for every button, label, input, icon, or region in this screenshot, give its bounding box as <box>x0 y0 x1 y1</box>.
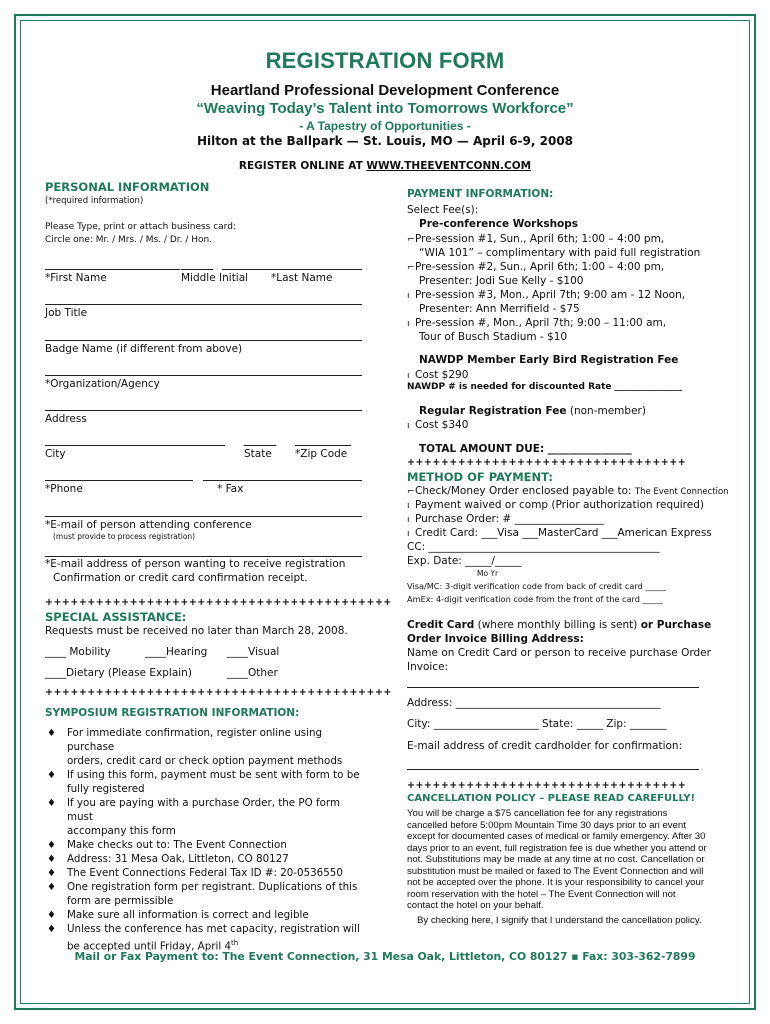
form-title: REGISTRATION FORM <box>265 48 505 73</box>
checkbox-icon[interactable]: ı <box>407 515 410 525</box>
diamond-bullet-icon: ♦ <box>47 728 56 739</box>
personal-instructions: Please Type, print or attach business card: <box>45 222 236 232</box>
assistance-deadline: Requests must be received no later than March 28, 2008. <box>45 625 348 637</box>
list-item: orders, credit card or check option payment methods <box>67 755 343 767</box>
cc-number[interactable]: CC: ____________________________________________ <box>407 541 660 553</box>
first-name-label: *First Name <box>45 272 107 284</box>
confirm-email-label-2: Confirmation or credit card confirmation receipt. <box>53 572 308 584</box>
billing-heading-1: Credit Card (where monthly billing is sent) or Purchase <box>407 619 712 631</box>
nawdp-heading: NAWDP Member Early Bird Registration Fee <box>419 354 679 366</box>
billing-heading-2: Order Invoice Billing Address: <box>407 633 584 645</box>
list-item: ♦ Address: 31 Mesa Oak, Littleton, CO 80127 <box>47 853 289 865</box>
dietary-option[interactable]: ____Dietary (Please Explain) <box>45 667 192 679</box>
billing-email-line[interactable] <box>407 756 699 770</box>
list-item: must <box>67 811 93 823</box>
city-line[interactable] <box>45 432 225 446</box>
method-credit-card[interactable]: ı Credit Card: ___Visa ___MasterCard ___American Express <box>407 527 712 539</box>
special-assistance-heading: SPECIAL ASSISTANCE: <box>45 610 187 624</box>
right-column <box>407 188 733 933</box>
list-item: be accepted until Friday, April 4th <box>67 939 239 953</box>
conference-venue: Hilton at the Ballpark — St. Louis, MO — April 6-9, 2008 <box>196 134 574 148</box>
middle-initial-label: Middle Initial <box>181 272 249 284</box>
exp-mo-yr: Mo Yr <box>477 569 499 578</box>
amex-code[interactable]: AmEx: 4-digit verification code from the front of the card _____ <box>407 594 664 604</box>
billing-name-1: Name on Credit Card or person to receive purchase Order <box>407 647 711 659</box>
workshop-4[interactable]: ı Pre-session #, Mon., April 7th; 9:00 – 11:00 am, <box>407 317 667 329</box>
workshop-2[interactable]: ⌐Pre-session #2, Sun., April 6th; 1:00 – 4:00 pm, <box>407 261 665 273</box>
conference-name: Heartland Professional Development Conference <box>210 82 560 99</box>
workshop-1[interactable]: ⌐Pre-session #1, Sun., April 6th; 1:00 – 4:00 pm, <box>407 233 665 245</box>
organization-label: *Organization/Agency <box>45 378 160 390</box>
cancellation-heading: CANCELLATION POLICY – PLEASE READ CAREFULLY! <box>407 793 696 804</box>
confirm-email-label-1: *E-mail address of person wanting to receive registration <box>45 558 346 570</box>
nawdp-cost[interactable]: ı Cost $290 <box>407 369 469 381</box>
register-online <box>20 160 750 172</box>
list-item: ♦ The Event Connections Federal Tax ID #: 20-0536550 <box>47 867 343 879</box>
visual-option[interactable]: ____Visual <box>227 646 280 658</box>
job-title-line[interactable] <box>45 291 362 305</box>
billing-address[interactable]: Address: _______________________________________ <box>407 697 661 709</box>
state-line[interactable] <box>244 432 276 446</box>
billing-name-2: Invoice: <box>407 661 449 673</box>
checkbox-icon[interactable]: ı <box>407 501 410 511</box>
diamond-bullet-icon: ♦ <box>47 840 56 851</box>
method-purchase-order[interactable]: ı Purchase Order: # _________________ <box>407 513 604 525</box>
list-item: ♦ For immediate confirmation, register online using purchase <box>47 727 323 753</box>
checkbox-icon[interactable]: ı <box>407 421 410 431</box>
conference-subtitle: - A Tapestry of Opportunities - <box>299 119 471 133</box>
other-option[interactable]: ____Other <box>227 667 278 679</box>
workshop-3-detail: Presenter: Ann Merrifield - $75 <box>419 303 580 315</box>
last-name-line[interactable] <box>222 256 362 270</box>
required-note: (*required information) <box>45 196 144 206</box>
divider-3: +++++++++++++++++++++++++++++++++ <box>407 457 687 468</box>
checkbox-icon[interactable]: ⌐ <box>407 235 415 245</box>
nawdp-number-note: NAWDP # is needed for discounted Rate _______________ <box>407 382 683 392</box>
divider-2: +++++++++++++++++++++++++++++++++++++++++ <box>45 687 392 698</box>
cancellation-acknowledge[interactable]: By checking here, I signify that I understand the cancellation policy. <box>417 914 702 926</box>
email-note: (must provide to process registration) <box>53 532 196 541</box>
workshop-1-detail: “WIA 101” – complimentary with paid full registration <box>419 247 701 259</box>
address-label: Address <box>45 413 87 425</box>
organization-line[interactable] <box>45 362 362 376</box>
state-label: State <box>244 448 272 460</box>
list-item: ♦ One registration form per registrant. Duplications of this <box>47 881 358 893</box>
symposium-heading: SYMPOSIUM REGISTRATION INFORMATION: <box>45 707 300 719</box>
list-item: ♦ Make sure all information is correct and legible <box>47 909 309 921</box>
mobility-option[interactable]: ____ Mobility <box>45 646 111 658</box>
checkbox-icon[interactable]: ⌐ <box>407 263 415 273</box>
conference-theme: “Weaving Today’s Talent into Tomorrows Workforce” <box>196 100 574 117</box>
select-fees-label: Select Fee(s): <box>407 204 479 216</box>
phone-label: *Phone <box>45 483 83 495</box>
title-circle: Circle one: Mr. / Mrs. / Ms. / Dr. / Hon. <box>45 235 213 245</box>
address-line[interactable] <box>45 397 362 411</box>
workshop-3[interactable]: ı Pre-session #3, Mon., April 7th; 9:00 am - 12 Noon, <box>407 289 686 301</box>
diamond-bullet-icon: ♦ <box>47 770 56 781</box>
zip-line[interactable] <box>295 432 351 446</box>
divider-4: +++++++++++++++++++++++++++++++++ <box>407 780 687 791</box>
visa-mc-code[interactable]: Visa/MC: 3-digit verification code from back of credit card _____ <box>407 581 666 591</box>
billing-email-label: E-mail address of credit cardholder for confirmation: <box>407 740 683 752</box>
symposium-list <box>45 726 370 953</box>
job-title-label: Job Title <box>45 307 88 319</box>
email-line[interactable] <box>45 503 362 517</box>
register-online-link[interactable]: WWW.THEEVENTCONN.COM <box>366 160 532 172</box>
last-name-label: *Last Name <box>271 272 333 284</box>
left-column <box>45 180 392 953</box>
list-item: ♦ Unless the conference has met capacity, registration will <box>47 923 360 935</box>
checkbox-icon[interactable]: ı <box>407 529 410 539</box>
confirm-email-line[interactable] <box>45 543 362 557</box>
checkbox-icon[interactable]: ⌐ <box>407 487 415 497</box>
workshops-heading: Pre-conference Workshops <box>419 218 579 230</box>
diamond-bullet-icon: ♦ <box>47 854 56 865</box>
personal-info-heading: PERSONAL INFORMATION <box>45 180 210 194</box>
badge-name-label: Badge Name (if different from above) <box>45 343 243 355</box>
billing-city-state-zip[interactable]: City: ____________________ State: _____ Zip: _______ <box>407 718 667 730</box>
first-name-line[interactable] <box>45 256 180 270</box>
list-item: ♦ Make checks out to: The Event Connection <box>47 839 287 851</box>
zip-label: *Zip Code <box>295 448 348 460</box>
cancellation-policy-text: You will be charge a $75 cancellation fee for any registrations cancelled before 5:00pm Mountain Time 30 days prior to an event except for documented cases of medical or family emergency. After 30 days prior to an event, full registration fee is due whether you attend or not. Substitutions may be made at any time at no cost. Cancellation or substitution must be mailed or faxed to The Event Connection and will not be accepted over the phone. It is your responsibility to cancel your room reservation with the hotel – The Event Connection will not contact the hotel on your behalf. By checking here, I signify that I understand the cancellation policy. <box>407 808 733 926</box>
diamond-bullet-icon: ♦ <box>47 924 56 935</box>
list-item: ♦ If using this form, payment must be sent with form to be <box>47 769 360 781</box>
mail-fax-footer: Mail or Fax Payment to: The Event Connection, 31 Mesa Oak, Littleton, CO 80127 ▪ Fax: 303-362-7899 <box>74 950 696 963</box>
list-item: ♦ If you are paying with a purchase Order, the PO form <box>47 797 341 809</box>
diamond-bullet-icon: ♦ <box>47 798 56 809</box>
diamond-bullet-icon: ♦ <box>47 868 56 879</box>
fax-line[interactable] <box>203 467 362 481</box>
diamond-bullet-icon: ♦ <box>47 910 56 921</box>
checkbox-icon[interactable]: ı <box>407 371 410 381</box>
list-item: fully registered <box>67 783 145 795</box>
hearing-option[interactable]: ____Hearing <box>145 646 208 658</box>
city-label: City <box>45 448 66 460</box>
register-online-prefix: REGISTER ONLINE AT <box>238 160 367 172</box>
email-label: *E-mail of person attending conference <box>45 519 252 531</box>
divider-1: +++++++++++++++++++++++++++++++++++++++++ <box>45 597 392 608</box>
regular-fee: Regular Registration Fee (non-member) <box>419 405 646 417</box>
middle-initial-line[interactable] <box>181 256 213 270</box>
checkbox-icon[interactable]: ı <box>407 291 410 301</box>
method-heading: METHOD OF PAYMENT: <box>407 470 553 484</box>
phone-line[interactable] <box>45 467 193 481</box>
workshop-2-detail: Presenter: Jodi Sue Kelly - $100 <box>419 275 584 287</box>
payment-heading: PAYMENT INFORMATION: <box>407 188 554 200</box>
list-item: accompany this form <box>67 825 176 837</box>
workshop-4-detail: Tour of Busch Stadium - $10 <box>419 331 568 343</box>
total-amount-due[interactable]: TOTAL AMOUNT DUE: ________________ <box>419 443 632 455</box>
method-check[interactable]: ⌐Check/Money Order enclosed payable to: The Event Connection <box>407 485 729 497</box>
exp-date[interactable]: Exp. Date: _____/_____ <box>407 555 522 567</box>
diamond-bullet-icon: ♦ <box>47 882 56 893</box>
form-header <box>20 48 750 172</box>
method-waived[interactable]: ı Payment waived or comp (Prior authorization required) <box>407 499 704 511</box>
checkbox-icon[interactable]: ı <box>407 319 410 329</box>
list-item: form are permissible <box>67 895 174 907</box>
regular-cost[interactable]: ı Cost $340 <box>407 419 469 431</box>
billing-name-line[interactable] <box>407 674 699 688</box>
badge-name-line[interactable] <box>45 327 362 341</box>
fax-label: * Fax <box>217 483 244 495</box>
